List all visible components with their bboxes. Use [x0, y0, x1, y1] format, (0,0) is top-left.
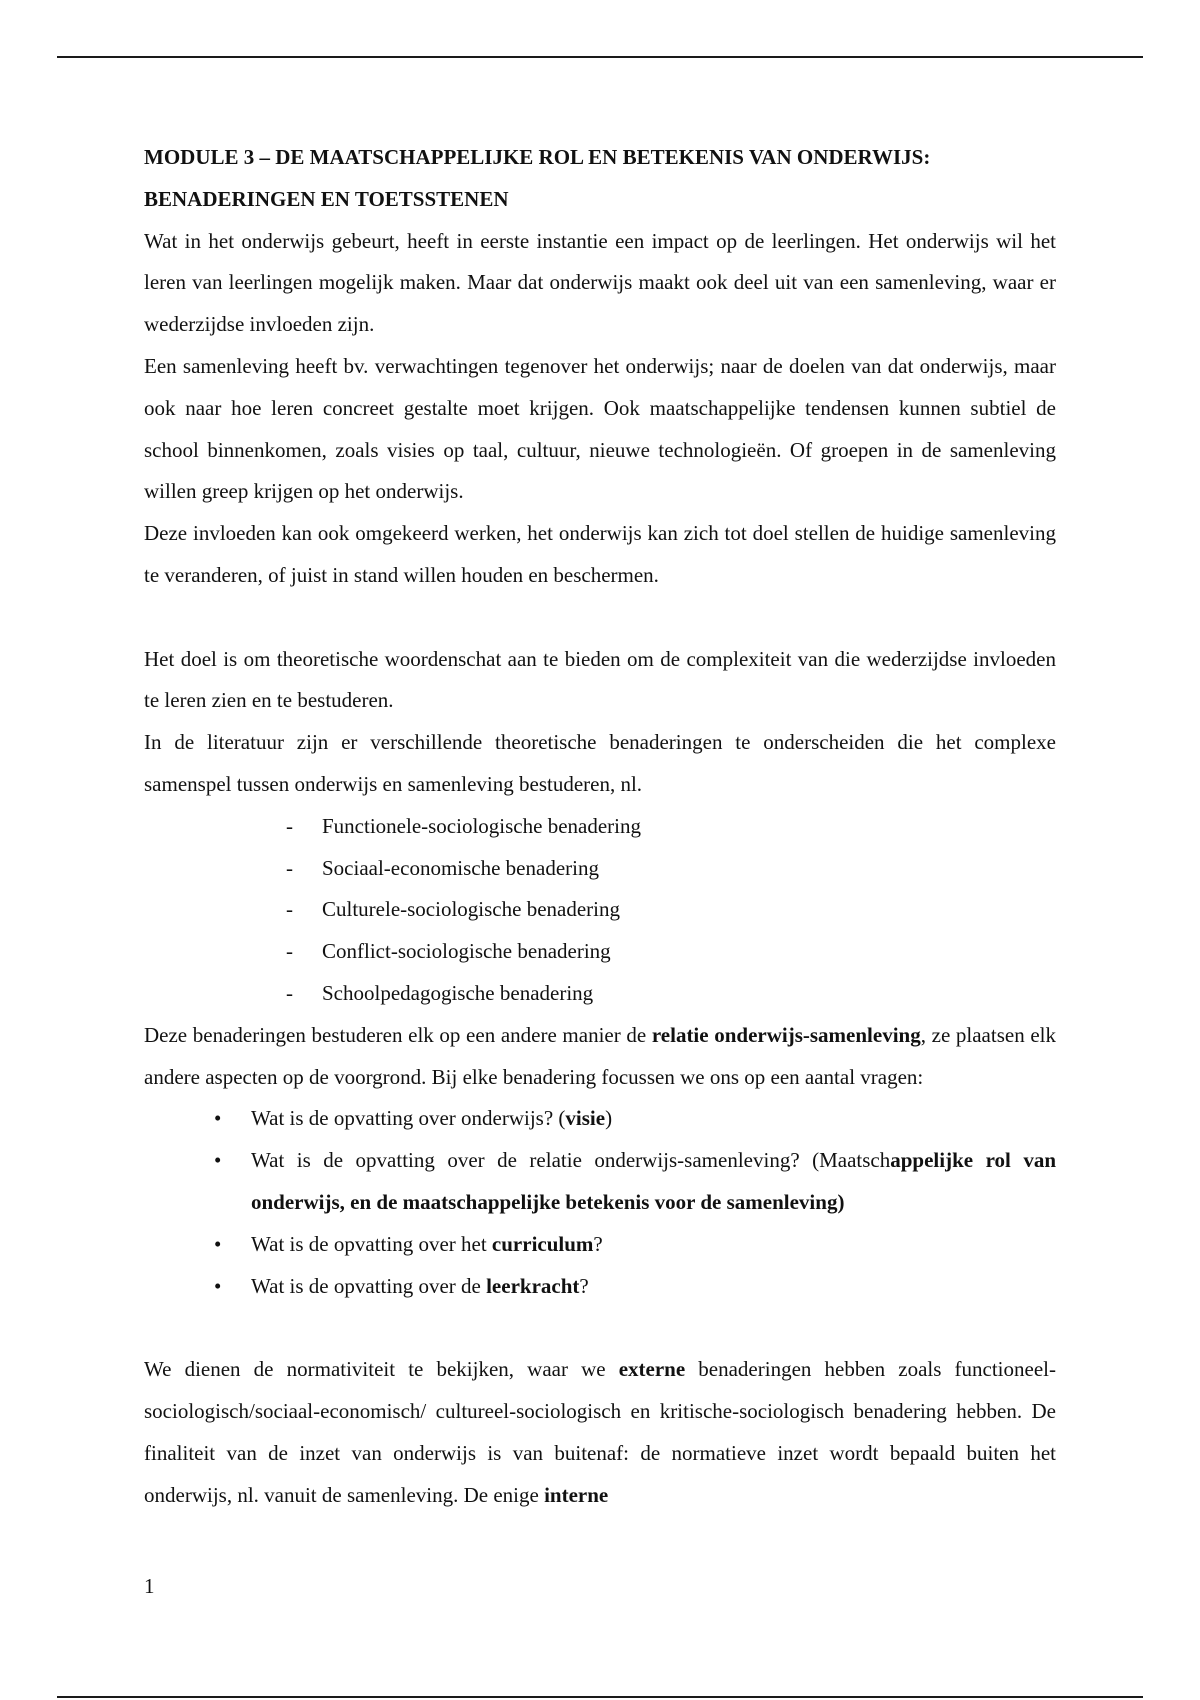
- approach-item: - Functionele-sociologische benadering: [286, 806, 1056, 848]
- approach-item: - Culturele-sociologische benadering: [286, 889, 1056, 931]
- text-span: Wat is de opvatting over de: [251, 1273, 487, 1298]
- module-title: MODULE 3 – DE MAATSCHAPPELIJKE ROL EN BETEKENIS VAN ONDERWIJS: BENADERINGEN EN TOETSSTENEN: [144, 145, 931, 211]
- approaches-list: [144, 806, 1056, 1015]
- bold-term: leerkracht: [486, 1273, 580, 1298]
- paragraph-literature: In de literatuur zijn er verschillende theoretische benaderingen te onderscheiden die het complexe samenspel tussen onderwijs en samenleving bestuderen, nl.: [144, 730, 1056, 796]
- bold-term: interne: [544, 1482, 609, 1507]
- text-span: ?: [593, 1231, 603, 1256]
- bold-term: relatie onderwijs-samenleving: [651, 1022, 921, 1047]
- page-number: 1: [144, 1574, 155, 1598]
- question-item: [214, 1098, 1056, 1140]
- bold-term: curriculum: [491, 1231, 594, 1256]
- paragraph-gap: [144, 597, 1056, 639]
- bold-term: appelijke rol van onderwijs, en de maatschappelijke betekenis voor de samenleving): [251, 1148, 1056, 1214]
- paragraph-normativity: [144, 1349, 1056, 1516]
- page-content: [144, 137, 1056, 1516]
- text-span: Deze benaderingen bestuderen elk op een andere manier de: [144, 1022, 652, 1047]
- text-span: ?: [579, 1273, 589, 1298]
- text-span: ): [605, 1106, 613, 1131]
- text-span: Wat is de opvatting over het: [251, 1231, 492, 1256]
- bold-term: visie: [565, 1106, 606, 1131]
- text-span: benaderingen hebben zoals functioneel-sociologisch/sociaal-economisch/ cultureel-sociologisch en kritische-sociologisch benadering hebben. De finaliteit van de inzet van onderwijs is van buitenaf: de normatieve inzet wordt bepaald buiten het onderwijs, nl. vanuit de samenleving. De enige: [144, 1357, 1056, 1507]
- text-span: We dienen de normativiteit te bekijken, waar we: [144, 1357, 619, 1382]
- question-item: [214, 1140, 1056, 1224]
- paragraph-intro: Wat in het onderwijs gebeurt, heeft in eerste instantie een impact op de leerlingen. Het onderwijs wil het leren van leerlingen mogelijk maken. Maar dat onderwijs maakt ook deel uit van een samenleving, waar er wederzijdse invloeden zijn.: [144, 228, 1056, 337]
- bold-term: externe: [618, 1357, 686, 1382]
- question-item: [214, 1224, 1056, 1266]
- questions-list: [144, 1098, 1056, 1307]
- bottom-rule: [57, 1696, 1143, 1698]
- text-span: , ze plaatsen elk andere aspecten op de voorgrond. Bij elke benadering focussen we ons op een aantal vragen:: [144, 1022, 1057, 1089]
- paragraph-goal: Het doel is om theoretische woordenschat aan te bieden om de complexiteit van die wederzijdse invloeden te leren zien en te bestuderen.: [144, 646, 1056, 713]
- top-rule: [57, 56, 1143, 58]
- paragraph-relation: [144, 1015, 1056, 1099]
- approach-item: - Conflict-sociologische benadering: [286, 931, 1056, 973]
- approach-item: - Schoolpedagogische benadering: [286, 973, 1056, 1015]
- paragraph-expectations: Een samenleving heeft bv. verwachtingen tegenover het onderwijs; naar de doelen van dat onderwijs, maar ook naar hoe leren concreet gestalte moet krijgen. Ook maatschappelijke tendensen kunnen subtiel de school binnenkomen, zoals visies op taal, cultuur, nieuwe technologieën. Of groepen in de samenleving willen greep krijgen op het onderwijs.: [144, 353, 1056, 504]
- paragraph-reverse-influence: Deze invloeden kan ook omgekeerd werken, het onderwijs kan zich tot doel stellen de huidige samenleving te veranderen, of juist in stand willen houden en beschermen.: [144, 521, 1056, 587]
- approach-item: - Sociaal-economische benadering: [286, 848, 1056, 890]
- paragraph-gap: [144, 1307, 1056, 1349]
- text-span: Wat is de opvatting over de relatie onderwijs-samenleving? (Maatsch: [251, 1148, 891, 1173]
- text-span: Wat is de opvatting over onderwijs? (: [251, 1106, 566, 1131]
- question-item: [214, 1266, 1056, 1308]
